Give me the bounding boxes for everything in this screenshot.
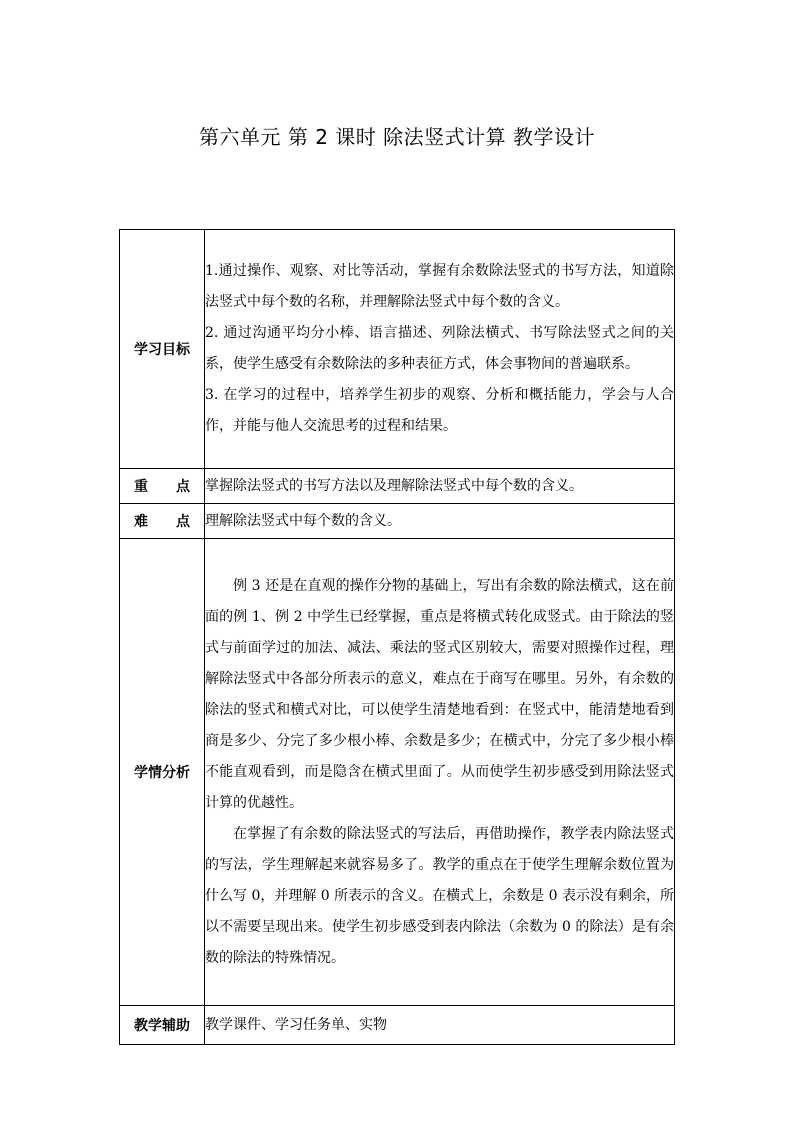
label-char-2: 点 <box>176 514 190 530</box>
key-points-content: 掌握除法竖式的书写方法以及理解除法竖式中每个数的含义。 <box>205 469 675 504</box>
label-char-2: 点 <box>176 479 190 495</box>
table-row-difficulties <box>120 504 675 539</box>
goal-item-2: 2. 通过沟通平均分小棒、语言描述、列除法横式、书写除法竖式之间的关系，使学生感受有余数除法的多种表征方式，体会事物间的普遍联系。 <box>205 325 674 372</box>
goal-item-1: 1.通过操作、观察、对比等活动，掌握有余数除法竖式的书写方法，知道除法竖式中每个数的名称，并理解除法竖式中每个数的含义。 <box>205 263 674 310</box>
row-label-key-points <box>120 469 205 504</box>
analysis-paragraph-1: 例 3 还是在直观的操作分物的基础上，写出有余数的除法横式，这在前面的例 1、例 2 中学生已经掌握，重点是将横式转化成竖式。由于除法的竖式与前面学过的加法、减法、乘法的竖式区别较大，需要对照操作过程，理解除法竖式中各部分所表示的意义，难点在于商写在哪里。另外，有余数的除法的竖式和横式对比，可以使学生清楚地看到：在竖式中，能清楚地看到商是多少、分完了多少根小棒、余数是多少；在横式中，分完了多少根小棒不能直观看到，而是隐含在横式里面了。从而使学生初步感受到用除法竖式计算的优越性。 <box>205 577 674 811</box>
table-row-analysis <box>120 539 675 1006</box>
goal-item-3: 3. 在学习的过程中，培养学生初步的观察、分析和概括能力，学会与人合作，并能与他人交流思考的过程和结果。 <box>205 387 674 434</box>
analysis-content <box>205 539 675 1006</box>
row-label-analysis: 学情分析 <box>120 539 205 1006</box>
table-row-teaching-aids <box>120 1006 675 1045</box>
teaching-aids-content: 教学课件、学习任务单、实物 <box>205 1006 675 1045</box>
row-label-difficulties <box>120 504 205 539</box>
row-label-goals: 学习目标 <box>120 230 205 469</box>
difficulties-content: 理解除法竖式中每个数的含义。 <box>205 504 675 539</box>
analysis-paragraph-2: 在掌握了有余数的除法竖式的写法后，再借助操作，教学表内除法竖式的写法，学生理解起来就容易多了。教学的重点在于使学生理解余数位置为什么写 0，并理解 0 所表示的含义。在横式上，余数是 0 表示没有剩余，所以不需要呈现出来。使学生初步感受到表内除法（余数为 0 的除法）是有余数的除法的特殊情况。 <box>205 825 674 966</box>
table-row-goals <box>120 230 675 469</box>
lesson-plan-table <box>119 229 675 1045</box>
goals-content <box>205 230 675 469</box>
row-label-teaching-aids: 教学辅助 <box>120 1006 205 1045</box>
label-char-1: 重 <box>134 479 148 495</box>
document-title: 第六单元 第 2 课时 除法竖式计算 教学设计 <box>198 125 595 149</box>
table-row-key-points <box>120 469 675 504</box>
label-char-1: 难 <box>134 514 148 530</box>
